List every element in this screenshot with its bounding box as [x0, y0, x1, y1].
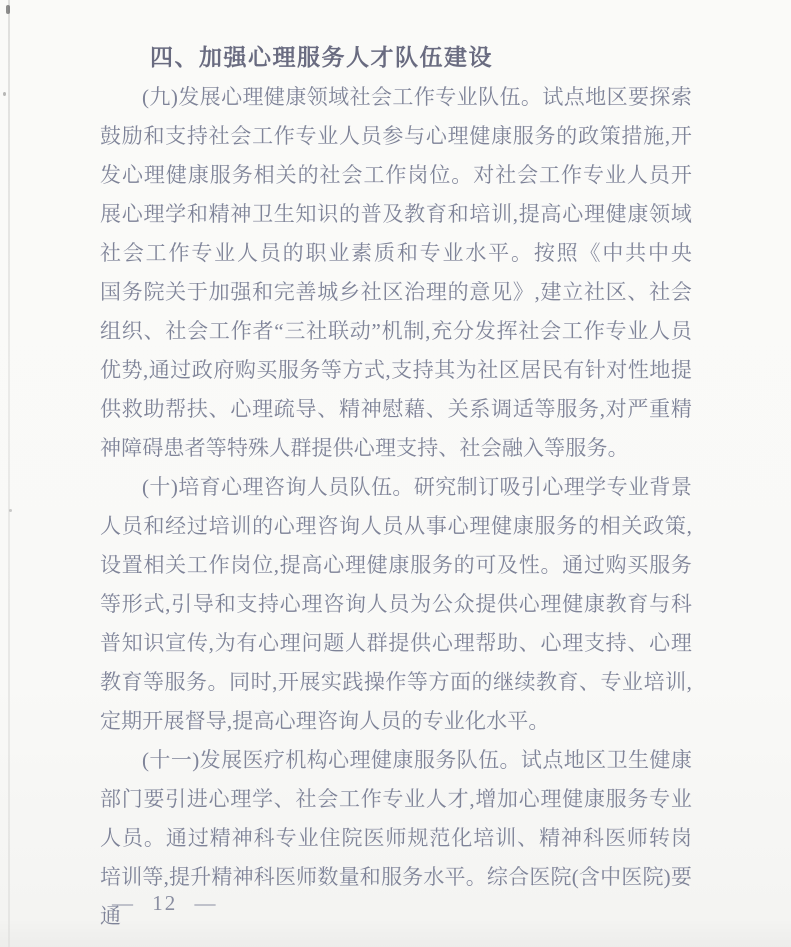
paragraph-item-9: (九)发展心理健康领域社会工作专业队伍。试点地区要探索鼓励和支持社会工作专业人员参与心理健康服务的政策措施,开发心理健康服务相关的社会工作岗位。对社会工作专业人员开展心理学和精神卫生知识的普及教育和培训,提高心理健康领域社会工作专业人员的职业素质和专业水平。按照《中共中央 国务院关于加强和完善城乡社区治理的意见》,建立社区、社会组织、社会工作者“三社联动”机制,充分发挥社会工作专业人员优势,通过政府购买服务等方式,支持其为社区居民有针对性地提供救助帮扶、心理疏导、精神慰藉、关系调适等服务,对严重精神障碍患者等特殊人群提供心理支持、社会融入等服务。 [100, 85, 714, 460]
document-body [100, 36, 714, 936]
scan-speck [3, 92, 6, 96]
scan-speck [9, 509, 12, 512]
scan-edge-line [8, 0, 10, 947]
paragraph-item-10: (十)培育心理咨询人员队伍。研究制订吸引心理学专业背景人员和经过培训的心理咨询人员从事心理健康服务的相关政策,设置相关工作岗位,提高心理健康服务的可及性。通过购买服务等形式,引导和支持心理咨询人员为公众提供心理健康教育与科普知识宣传,为有心理问题人群提供心理帮助、心理支持、心理教育等服务。同时,开展实践操作等方面的继续教育、专业培训,定期开展督导,提高心理咨询人员的专业化水平。 [100, 475, 692, 733]
paragraph-item-11: (十一)发展医疗机构心理健康服务队伍。试点地区卫生健康部门要引进心理学、社会工作专业人才,增加心理健康服务专业人员。通过精神科专业住院医师规范化培训、精神科医师转岗培训等,提升精神科医师数量和服务水平。综合医院(含中医院)要通 [100, 748, 692, 928]
scan-speck [6, 5, 10, 14]
page-number: — 12 — [112, 891, 218, 915]
section-heading: 四、加强心理服务人才队伍建设 [150, 44, 493, 70]
